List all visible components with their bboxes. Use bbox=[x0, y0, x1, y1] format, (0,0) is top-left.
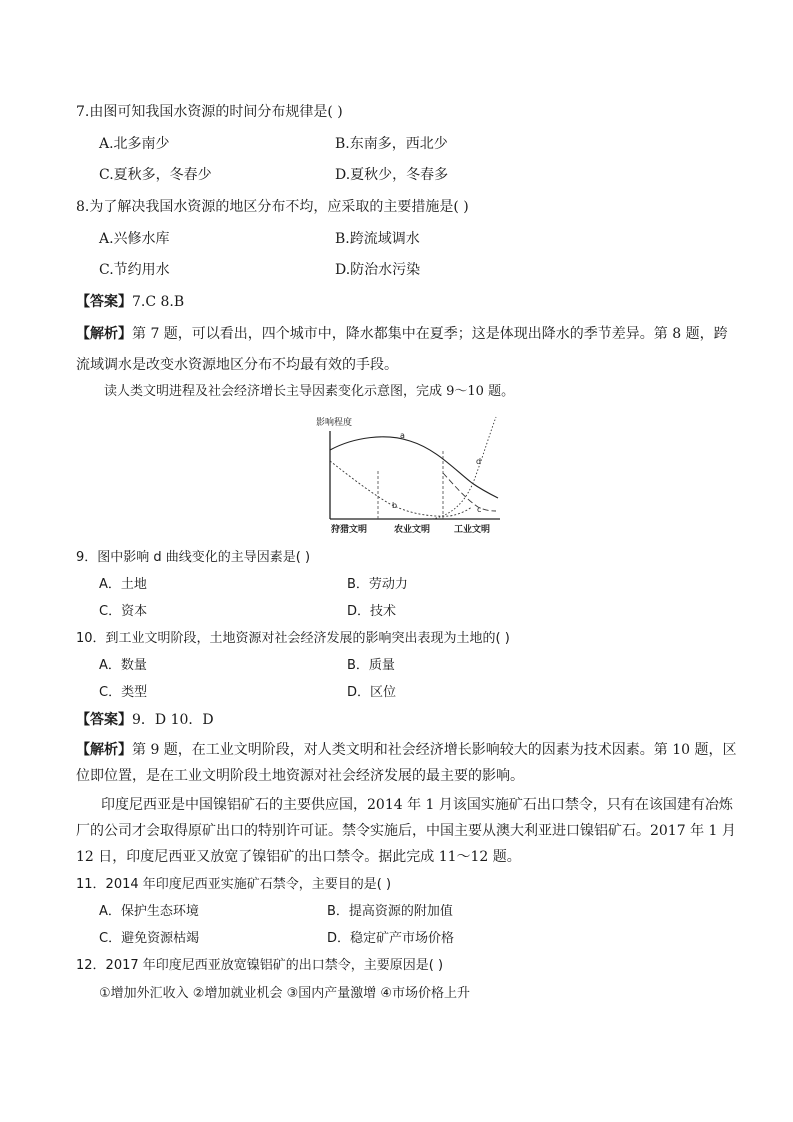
civilization-factor-diagram bbox=[314, 413, 504, 537]
stage-label-hunting: 狩猎文明 bbox=[331, 525, 368, 535]
q8-option-d: D.防治水污染 bbox=[335, 262, 421, 278]
answer-label: 【答案】 bbox=[76, 712, 132, 728]
stage-label-industry: 工业文明 bbox=[454, 525, 491, 535]
answer-7-8 bbox=[76, 293, 184, 311]
passage-line1: 印度尼西亚是中国镍铝矿石的主要供应国，2014 年 1 月该国实施矿石出口禁令，只有在该国建有冶炼 bbox=[101, 797, 733, 813]
passage-line2: 厂的公司才会取得原矿出口的特别许可证。禁令实施后，中国主要从澳大利亚进口镍铝矿石。2017 年 1 月 bbox=[76, 823, 736, 839]
q10-option-a: A．数量 bbox=[99, 658, 147, 673]
explanation-label: 【解析】 bbox=[76, 742, 132, 758]
figure-intro: 读人类文明进程及社会经济增长主导因素变化示意图，完成 9～10 题。 bbox=[104, 384, 515, 399]
explanation-label: 【解析】 bbox=[76, 326, 132, 342]
explanation-text: 第 9 题，在工业文明阶段，对人类文明和社会经济增长影响较大的因素为技术因素。第 10 题，区 bbox=[132, 742, 737, 758]
q11-option-a: A．保护生态环境 bbox=[99, 904, 199, 919]
curve-a bbox=[330, 437, 498, 498]
answer-text: 9．D 10．D bbox=[132, 712, 214, 728]
q8-option-a: A.兴修水库 bbox=[99, 231, 170, 247]
curve-d bbox=[432, 417, 496, 519]
curve-a-label: a bbox=[400, 431, 405, 440]
answer-text: 7.C 8.B bbox=[132, 294, 185, 310]
q7-option-d: D.夏秋少，冬春多 bbox=[335, 167, 449, 183]
y-axis-label: 影响程度 bbox=[316, 418, 353, 428]
explanation-7-8-line2: 流域调水是改变水资源地区分布不均最有效的手段。 bbox=[76, 357, 398, 373]
answer-label: 【答案】 bbox=[76, 294, 132, 310]
q9-option-b: B．劳动力 bbox=[347, 577, 408, 592]
curve-c bbox=[443, 473, 496, 511]
passage-line3: 12 日，印度尼西亚又放宽了镍铝矿的出口禁令。据此完成 11～12 题。 bbox=[76, 849, 521, 865]
q9-stem: 9．图中影响 d 曲线变化的主导因素是( ) bbox=[76, 550, 311, 565]
curve-b bbox=[330, 461, 472, 516]
explanation-text: 第 7 题，可以看出，四个城市中，降水都集中在夏季；这是体现出降水的季节差异。第 8 题，跨 bbox=[132, 326, 728, 342]
q10-option-d: D．区位 bbox=[347, 685, 397, 700]
curve-c-label: c bbox=[477, 505, 482, 514]
curve-b-label: b bbox=[392, 501, 398, 510]
stage-label-agriculture: 农业文明 bbox=[394, 525, 431, 535]
answer-9-10 bbox=[76, 711, 214, 729]
explanation-7-8-line1 bbox=[76, 325, 728, 343]
q9-option-c: C．资本 bbox=[99, 604, 148, 619]
q7-option-b: B.东南多，西北少 bbox=[335, 136, 448, 152]
q7-option-a: A.北多南少 bbox=[99, 136, 170, 152]
q9-option-d: D．技术 bbox=[347, 604, 397, 619]
q10-option-b: B．质量 bbox=[347, 658, 395, 673]
q11-option-b: B．提高资源的附加值 bbox=[327, 904, 453, 919]
q12-stem: 12．2017 年印度尼西亚放宽镍铝矿的出口禁令，主要原因是( ) bbox=[76, 958, 444, 973]
q7-option-c: C.夏秋多，冬春少 bbox=[99, 167, 212, 183]
q8-option-b: B.跨流域调水 bbox=[335, 231, 420, 247]
curve-d-label: d bbox=[476, 457, 482, 466]
q12-options: ①增加外汇收入 ②增加就业机会 ③国内产量激增 ④市场价格上升 bbox=[99, 986, 471, 1001]
q10-stem: 10．到工业文明阶段，土地资源对社会经济发展的影响突出表现为土地的( ) bbox=[76, 631, 510, 646]
explanation-9-10-line1 bbox=[76, 741, 737, 759]
q10-option-c: C．类型 bbox=[99, 685, 148, 700]
q8-stem: 8.为了解决我国水资源的地区分布不均，应采取的主要措施是( ) bbox=[76, 199, 469, 215]
q11-option-d: D．稳定矿产市场价格 bbox=[327, 931, 455, 946]
q7-stem: 7.由图可知我国水资源的时间分布规律是( ) bbox=[76, 104, 343, 120]
q11-stem: 11．2014 年印度尼西亚实施矿石禁令，主要目的是( ) bbox=[76, 877, 392, 892]
explanation-9-10-line2: 位即位置，是在工业文明阶段土地资源对社会经济发展的最主要的影响。 bbox=[76, 768, 524, 784]
q8-option-c: C.节约用水 bbox=[99, 262, 170, 278]
q11-option-c: C．避免资源枯竭 bbox=[99, 931, 200, 946]
q9-option-a: A．土地 bbox=[99, 577, 147, 592]
